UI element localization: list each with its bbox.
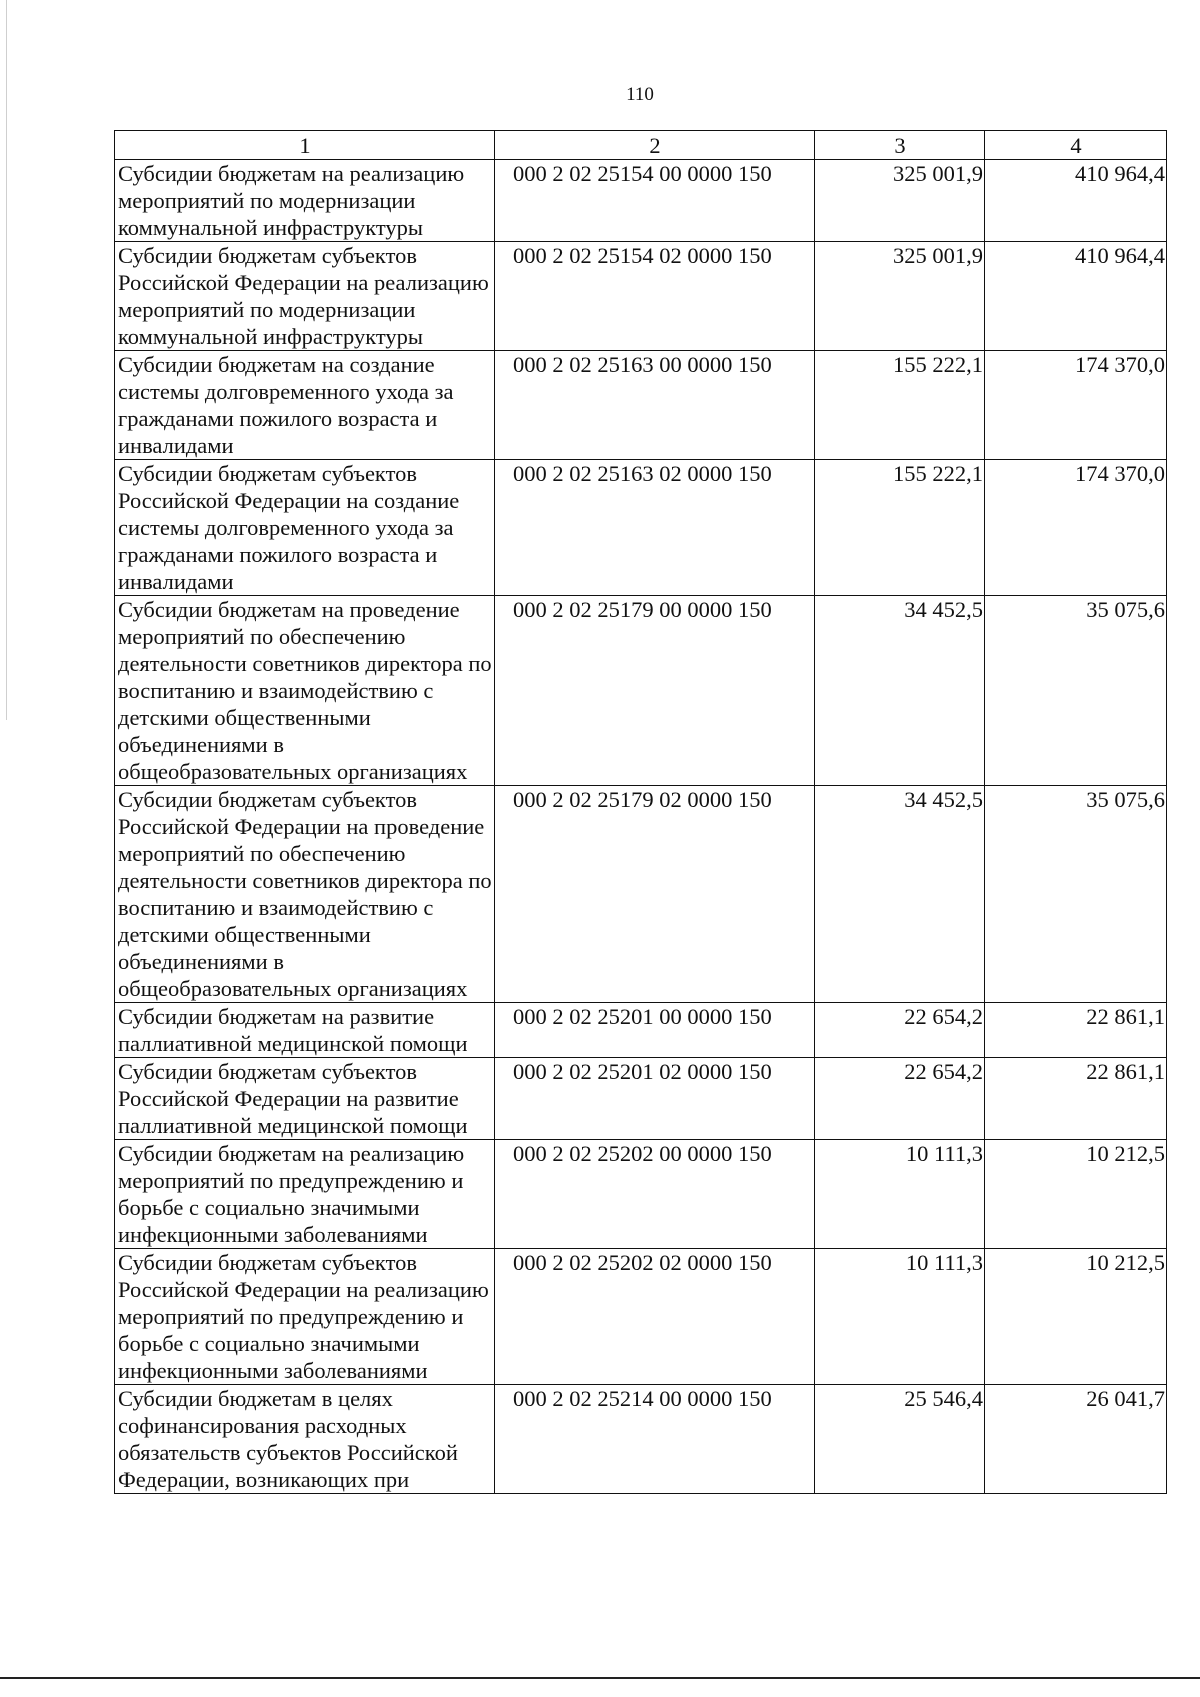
row-code: 000 2 02 25201 00 0000 150 [495,1003,815,1058]
row-value-col4: 26 041,7 [985,1385,1167,1494]
table-row [115,786,1167,1003]
row-code: 000 2 02 25201 02 0000 150 [495,1058,815,1140]
row-value-col3: 155 222,1 [815,351,985,460]
row-code: 000 2 02 25154 02 0000 150 [495,242,815,351]
row-code: 000 2 02 25202 00 0000 150 [495,1140,815,1249]
row-code: 000 2 02 25154 00 0000 150 [495,160,815,242]
scan-left-edge [6,0,7,720]
column-header-4: 4 [985,131,1167,160]
row-name: Субсидии бюджетам субъектов Российской Федерации на развитие паллиативной медицинской помощи [115,1058,495,1140]
page-number: 110 [626,84,654,105]
row-name: Субсидии бюджетам на реализацию мероприятий по модернизации коммунальной инфраструктуры [115,160,495,242]
table-row [115,1058,1167,1140]
row-value-col3: 22 654,2 [815,1058,985,1140]
row-code: 000 2 02 25179 02 0000 150 [495,786,815,1003]
row-value-col3: 10 111,3 [815,1249,985,1385]
row-value-col3: 325 001,9 [815,160,985,242]
table-row [115,596,1167,786]
row-name: Субсидии бюджетам на реализацию мероприятий по предупреждению и борьбе с социально значимыми инфекционными заболеваниями [115,1140,495,1249]
row-name: Субсидии бюджетам на создание системы долговременного ухода за гражданами пожилого возраста и инвалидами [115,351,495,460]
row-value-col3: 10 111,3 [815,1140,985,1249]
row-name: Субсидии бюджетам в целях софинансирования расходных обязательств субъектов Российской Федерации, возникающих при [115,1385,495,1494]
table-row [115,1249,1167,1385]
row-name: Субсидии бюджетам субъектов Российской Федерации на реализацию мероприятий по предупреждению и борьбе с социально значимыми инфекционными заболеваниями [115,1249,495,1385]
row-value-col4: 35 075,6 [985,786,1167,1003]
row-value-col3: 155 222,1 [815,460,985,596]
budget-table [114,130,1167,1494]
row-value-col4: 10 212,5 [985,1249,1167,1385]
table-header-row [115,131,1167,160]
row-value-col3: 25 546,4 [815,1385,985,1494]
row-name: Субсидии бюджетам субъектов Российской Федерации на проведение мероприятий по обеспечению деятельности советников директора по воспитанию и взаимодействию с детскими общественными объединениями в общеобразовательных организациях [115,786,495,1003]
column-header-1: 1 [115,131,495,160]
row-value-col4: 410 964,4 [985,242,1167,351]
bottom-rule [0,1677,1200,1679]
row-code: 000 2 02 25202 02 0000 150 [495,1249,815,1385]
row-value-col4: 22 861,1 [985,1003,1167,1058]
row-value-col4: 174 370,0 [985,460,1167,596]
row-code: 000 2 02 25214 00 0000 150 [495,1385,815,1494]
row-value-col4: 410 964,4 [985,160,1167,242]
table-row [115,351,1167,460]
row-name: Субсидии бюджетам на развитие паллиативной медицинской помощи [115,1003,495,1058]
row-code: 000 2 02 25163 02 0000 150 [495,460,815,596]
row-code: 000 2 02 25163 00 0000 150 [495,351,815,460]
column-header-2: 2 [495,131,815,160]
row-value-col4: 174 370,0 [985,351,1167,460]
row-name: Субсидии бюджетам субъектов Российской Федерации на реализацию мероприятий по модернизации коммунальной инфраструктуры [115,242,495,351]
table-row [115,1385,1167,1494]
row-value-col3: 34 452,5 [815,596,985,786]
row-value-col4: 10 212,5 [985,1140,1167,1249]
column-header-3: 3 [815,131,985,160]
row-code: 000 2 02 25179 00 0000 150 [495,596,815,786]
table-row [115,160,1167,242]
table-row [115,1140,1167,1249]
table-row [115,242,1167,351]
row-name: Субсидии бюджетам субъектов Российской Федерации на создание системы долговременного ухода за гражданами пожилого возраста и инвалидами [115,460,495,596]
row-value-col3: 34 452,5 [815,786,985,1003]
row-name: Субсидии бюджетам на проведение мероприятий по обеспечению деятельности советников директора по воспитанию и взаимодействию с детскими общественными объединениями в общеобразовательных организациях [115,596,495,786]
row-value-col4: 35 075,6 [985,596,1167,786]
row-value-col3: 325 001,9 [815,242,985,351]
table-row [115,460,1167,596]
row-value-col3: 22 654,2 [815,1003,985,1058]
table-row [115,1003,1167,1058]
row-value-col4: 22 861,1 [985,1058,1167,1140]
